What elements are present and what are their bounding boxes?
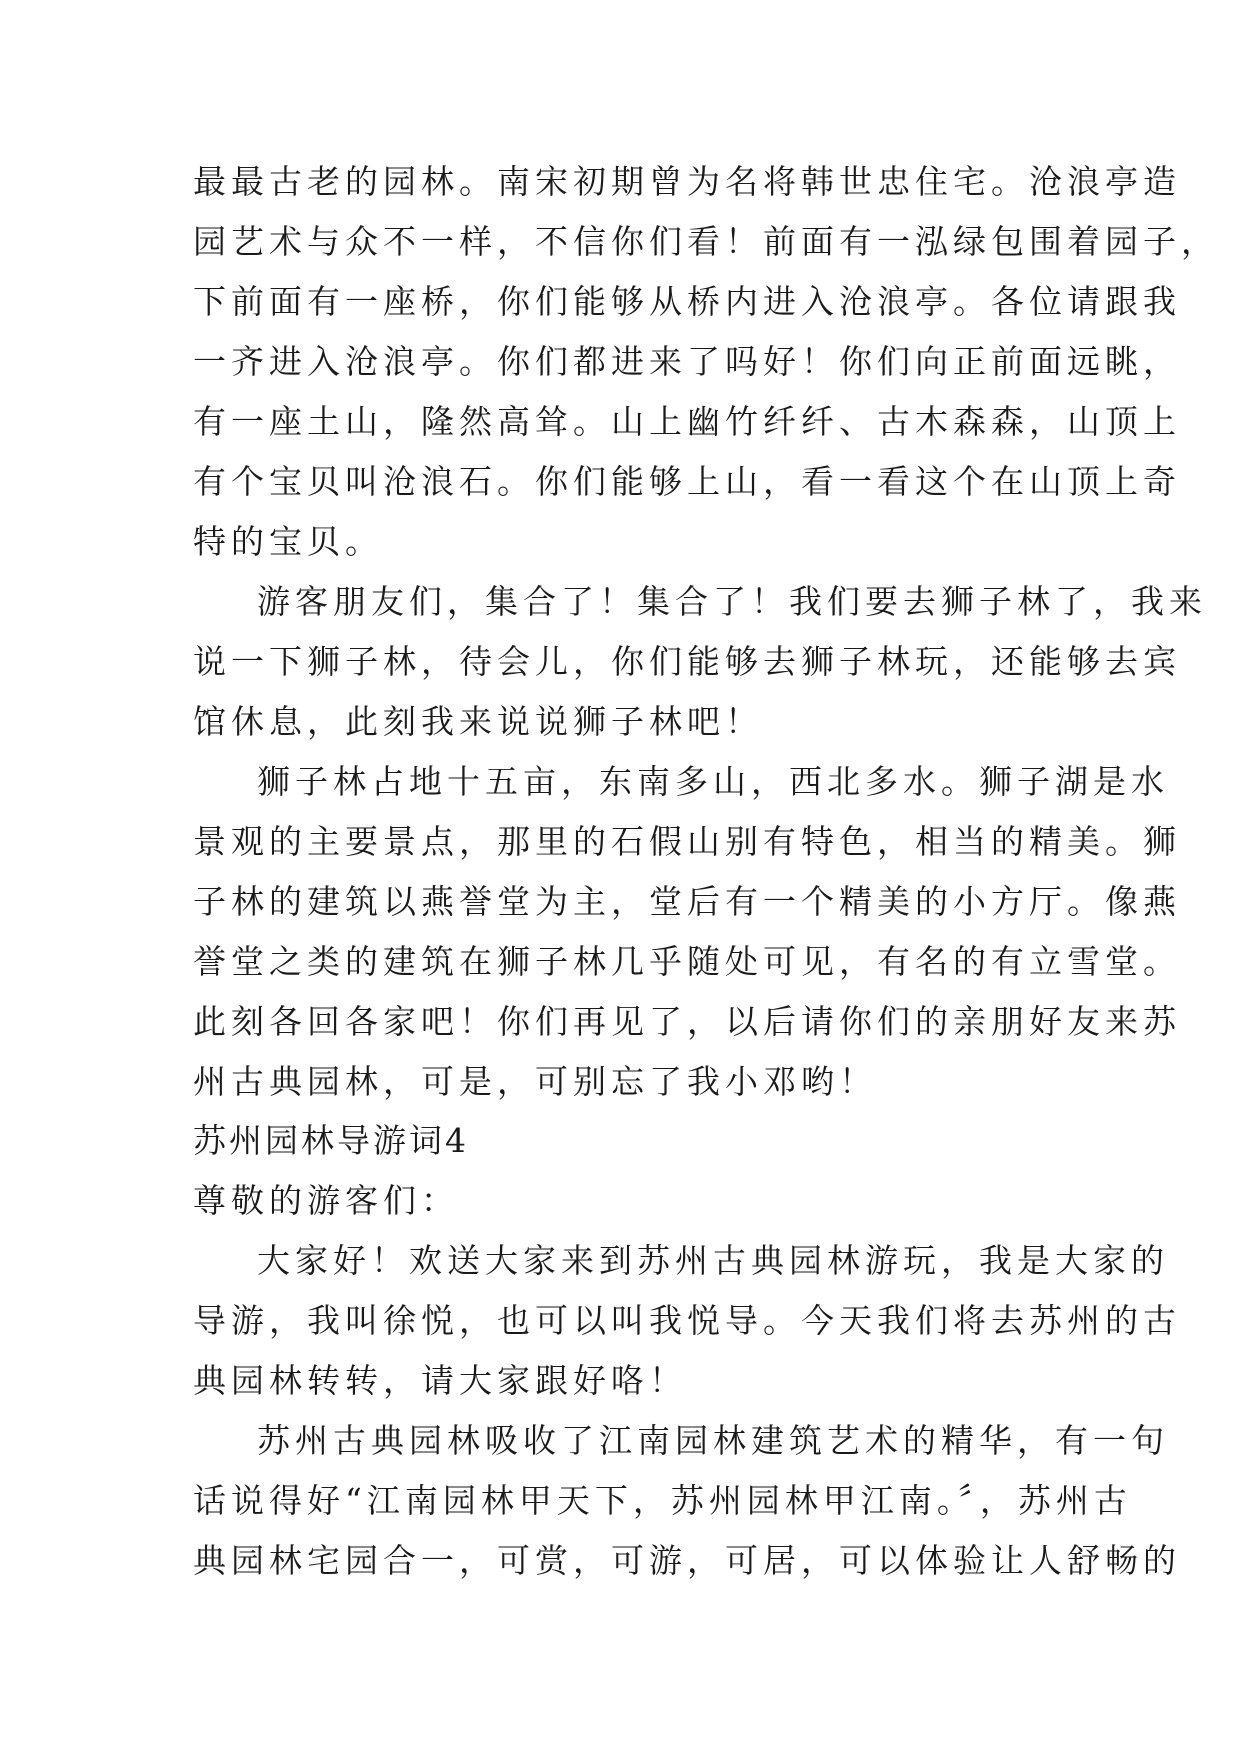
paragraph-line: 苏州古典园林吸收了江南园林建筑艺术的精华，有一句 [257,1421,1169,1460]
paragraph-line: 说一下狮子林，待会儿，你们能够去狮子林玩，还能够去宾 [193,642,1181,681]
paragraph-line: 有个宝贝叫沧浪石。你们能够上山，看一看这个在山顶上奇 [193,462,1181,501]
paragraph-line: 景观的主要景点，那里的石假山别有特色，相当的精美。狮 [193,822,1181,861]
paragraph-line: 馆休息，此刻我来说说狮子林吧！ [193,702,763,741]
paragraph-line: 园艺术与众不一样，不信你们看！前面有一泓绿包围着园子， [193,222,1219,261]
paragraph-line: 典园林转转，请大家跟好咯！ [193,1361,687,1400]
paragraph-line: 导游，我叫徐悦，也可以叫我悦导。今天我们将去苏州的古 [193,1301,1181,1340]
paragraph-line: 下前面有一座桥，你们能够从桥内进入沧浪亭。各位请跟我 [193,282,1181,321]
paragraph-line: 最最古老的园林。南宋初期曾为名将韩世忠住宅。沧浪亭造 [193,162,1181,201]
paragraph-line: 誉堂之类的建筑在狮子林几乎随处可见，有名的有立雪堂。 [193,942,1181,981]
paragraph-line: 有一座土山，隆然高耸。山上幽竹纤纤、古木森森，山顶上 [193,402,1181,441]
paragraph-line: 子林的建筑以燕誉堂为主，堂后有一个精美的小方厅。像燕 [193,882,1181,921]
paragraph-line: 州古典园林，可是，可别忘了我小邓哟！ [193,1062,877,1101]
paragraph-line: 狮子林占地十五亩，东南多山，西北多水。狮子湖是水 [257,762,1169,801]
paragraph-line: 此刻各回各家吧！你们再见了，以后请你们的亲朋好友来苏 [193,1002,1181,1041]
paragraph-line: 话说得好“江南园林甲天下，苏州园林甲江南。〞，苏州古 [193,1481,1132,1520]
paragraph-line: 游客朋友们，集合了！集合了！我们要去狮子林了，我来 [257,582,1207,621]
section-heading: 苏州园林导游词4 [193,1121,469,1160]
paragraph-line: 一齐进入沧浪亭。你们都进来了吗好！你们向正前面远眺， [193,342,1181,381]
paragraph-line: 典园林宅园合一，可赏，可游，可居，可以体验让人舒畅的 [193,1541,1181,1580]
paragraph-line: 大家好！欢送大家来到苏州古典园林游玩，我是大家的 [257,1241,1169,1280]
salutation-line: 尊敬的游客们： [193,1181,459,1220]
paragraph-line: 特的宝贝。 [193,522,383,561]
